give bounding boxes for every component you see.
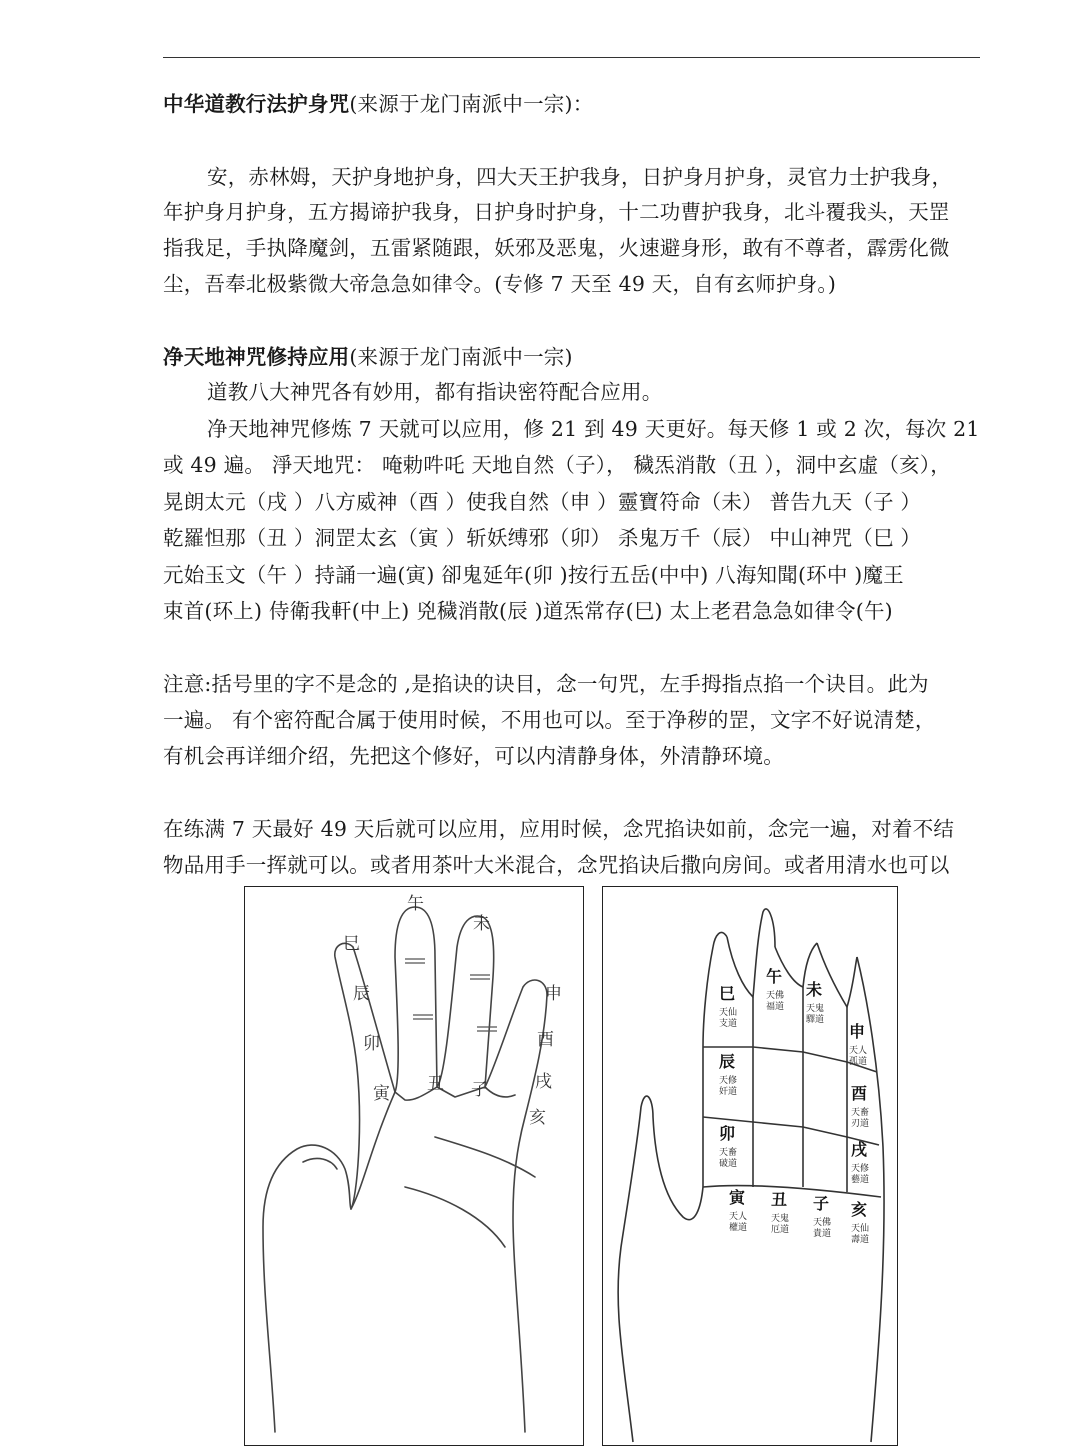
cell-mao-line2: 破道 xyxy=(719,1159,738,1169)
cell-you-line2: 刃道 xyxy=(851,1119,870,1129)
cell-shen-line2: 孤道 xyxy=(849,1057,868,1067)
cell-zi-branch: 子 xyxy=(813,1194,830,1213)
cell-shen-branch: 申 xyxy=(849,1022,866,1041)
cell-zi-line1: 天佛 xyxy=(813,1218,832,1228)
paragraph-line: 注意:括号里的字不是念的 ,是掐诀的诀目，念一句咒，左手拇指点掐一个诀目。此为 xyxy=(163,672,929,696)
cell-zi-line2: 貴道 xyxy=(813,1229,832,1239)
cell-wei-line2: 驛道 xyxy=(806,1015,825,1025)
cell-chen-line2: 奸道 xyxy=(719,1087,738,1097)
hand-diagram-right xyxy=(602,886,898,1446)
cell-you-branch: 酉 xyxy=(851,1084,868,1103)
paragraph-line: 道教八大神咒各有妙用，都有指诀密符配合应用。 xyxy=(207,380,663,404)
cell-you-line1: 天畜 xyxy=(851,1108,870,1118)
cell-si-branch: 巳 xyxy=(719,984,736,1003)
cell-wei-line1: 天鬼 xyxy=(806,1004,825,1014)
section2-heading xyxy=(163,342,993,372)
paragraph-line: 年护身月护身，五方揭谛护我身，日护身时护身，十二功曹护我身，北斗覆我头，天罡 xyxy=(163,200,950,224)
cell-shen-line1: 天人 xyxy=(849,1046,868,1056)
cell-mao-branch: 卯 xyxy=(719,1124,736,1143)
cell-hai-line2: 壽道 xyxy=(851,1235,870,1245)
cell-chen-line1: 天修 xyxy=(719,1076,738,1086)
cell-chou-line1: 天鬼 xyxy=(771,1214,790,1224)
label-hai: 亥 xyxy=(529,1108,546,1128)
label-xu: 戌 xyxy=(535,1072,552,1092)
cell-chou-branch: 丑 xyxy=(771,1190,788,1209)
section1-heading xyxy=(163,89,993,119)
paragraph-line: 或 49 遍。 淨天地咒： 唵勅吽吒 天地自然（子）， 穢炁消散（丑 ），洞中玄虛（亥）， xyxy=(163,453,951,477)
cell-wu-line2: 福道 xyxy=(766,1002,785,1012)
cell-hai-line1: 天仙 xyxy=(851,1224,870,1234)
paragraph-line: 指我足，手执降魔剑，五雷紧随跟，妖邪及恶鬼，火速避身形，敢有不尊者，霹雳化微 xyxy=(163,236,950,260)
cell-yin-branch: 寅 xyxy=(729,1188,746,1207)
paragraph-line: 元始玉文（午 ）持誦一遍(寅) 卻鬼延年(卯 )按行五岳(中中) 八海知聞(环中 )魔王 xyxy=(163,563,904,587)
header-rule xyxy=(163,57,980,58)
cell-yin-line1: 天人 xyxy=(729,1212,748,1222)
label-you: 酉 xyxy=(537,1030,554,1050)
label-chou: 丑 xyxy=(427,1074,444,1094)
label-zi: 子 xyxy=(471,1080,488,1100)
paragraph-line: 在练满 7 天最好 49 天后就可以应用，应用时候，念咒掐诀如前，念完一遍，对着不结 xyxy=(163,817,955,841)
paragraph-line: 尘，吾奉北极紫微大帝急急如律令。(专修 7 天至 49 天，自有玄师护身。) xyxy=(163,272,837,296)
cell-si-line2: 支道 xyxy=(719,1019,738,1029)
cell-hai-branch: 亥 xyxy=(851,1200,868,1219)
label-si: 巳 xyxy=(343,934,360,954)
cell-xu-line1: 天修 xyxy=(851,1164,870,1174)
cell-wu-line1: 天佛 xyxy=(766,991,785,1001)
left-hand-drawing xyxy=(245,887,583,1444)
cell-mao-line1: 天畜 xyxy=(719,1148,738,1158)
paragraph-line: 净天地神咒修炼 7 天就可以应用，修 21 到 49 天更好。每天修 1 或 2 次，每次 21 xyxy=(207,417,980,441)
paragraph-line: 晃朗太元（戌 ）八方威神（酉 ）使我自然（申 ）靈寶符命（未） 普告九天（子 ） xyxy=(163,490,922,514)
cell-wei-branch: 未 xyxy=(806,980,823,999)
cell-si-line1: 天仙 xyxy=(719,1008,738,1018)
paragraph-line: 束首(环上) 侍衛我軒(中上) 兇穢消散(辰 )道炁常存(巳) 太上老君急急如律令(午) xyxy=(163,599,893,623)
label-wei: 未 xyxy=(473,914,490,934)
cell-wu-branch: 午 xyxy=(766,967,783,986)
label-shen: 申 xyxy=(545,984,562,1004)
label-chen: 辰 xyxy=(353,984,370,1004)
label-wu: 午 xyxy=(407,894,424,914)
paragraph-line: 安，赤林姆，天护身地护身，四大天王护我身，日护身月护身，灵官力士护我身， xyxy=(207,165,953,189)
section1-source: (来源于龙门南派中一宗)： xyxy=(349,92,594,116)
cell-chou-line2: 厄道 xyxy=(771,1225,790,1235)
hand-diagram-left xyxy=(244,886,584,1446)
paragraph-line: 有机会再详细介绍，先把这个修好，可以内清静身体，外清静环境。 xyxy=(163,744,784,768)
paragraph-line: 一遍。 有个密符配合属于使用时候，不用也可以。至于净秽的罡，文字不好说清楚， xyxy=(163,708,936,732)
label-yin: 寅 xyxy=(373,1084,390,1104)
right-hand-drawing xyxy=(603,887,897,1444)
cell-xu-branch: 戌 xyxy=(851,1140,868,1159)
section1-title: 中华道教行法护身咒 xyxy=(163,92,350,116)
label-mao: 卯 xyxy=(363,1034,380,1054)
cell-yin-line2: 權道 xyxy=(729,1223,748,1233)
cell-chen-branch: 辰 xyxy=(719,1052,736,1071)
paragraph-line: 物品用手一挥就可以。或者用茶叶大米混合，念咒掐诀后撒向房间。或者用清水也可以 xyxy=(163,853,950,877)
section2-title: 净天地神咒修持应用 xyxy=(163,345,350,369)
section2-source: (来源于龙门南派中一宗) xyxy=(349,345,573,369)
paragraph-line: 乾羅怛那（丑 ）洞罡太玄（寅 ）斩妖缚邪（卯） 杀鬼万千（辰） 中山神咒（巳 ） xyxy=(163,526,922,550)
cell-xu-line2: 藝道 xyxy=(851,1175,870,1185)
